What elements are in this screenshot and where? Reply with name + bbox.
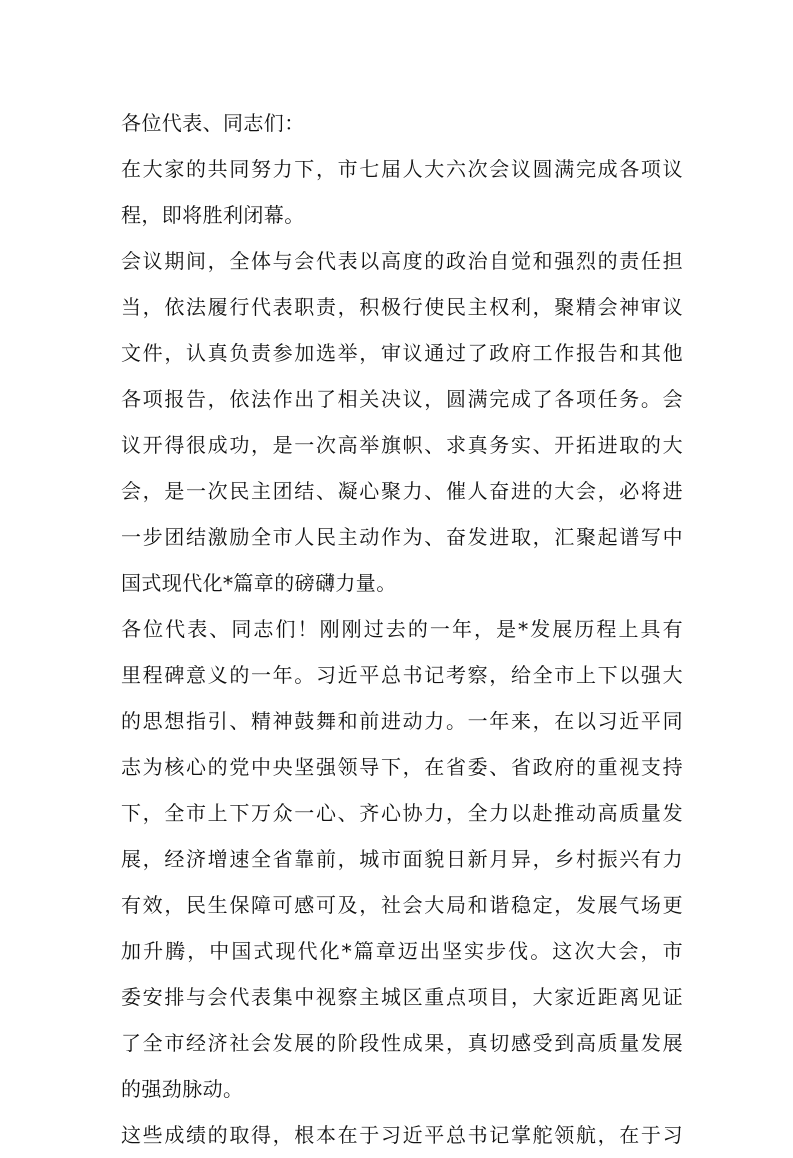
text-line: 里程碑意义的一年。习近平总书记考察，给全市上下以强大: [121, 663, 683, 687]
text-line: 国式现代化*篇章的磅礴力量。: [121, 571, 397, 595]
text-line: 委安排与会代表集中视察主城区重点项目，大家近距离见证: [121, 985, 683, 1009]
text-line: 的思想指引、精神鼓舞和前进动力。一年来，在以习近平同: [121, 709, 683, 733]
text-line: 会，是一次民主团结、凝心聚力、催人奋进的大会，必将进: [121, 479, 683, 503]
text-line: 议开得很成功，是一次高举旗帜、求真务实、开拓进取的大: [121, 433, 683, 457]
text-line: 志为核心的党中央坚强领导下，在省委、省政府的重视支持: [121, 755, 683, 779]
text-line: 有效，民生保障可感可及，社会大局和谐稳定，发展气场更: [121, 893, 683, 917]
text-line: 在大家的共同努力下，市七届人大六次会议圆满完成各项议: [121, 157, 683, 181]
text-line: 这些成绩的取得，根本在于习近平总书记掌舵领航，在于习: [121, 1123, 683, 1147]
text-line: 各位代表、同志们！刚刚过去的一年，是*发展历程上具有: [121, 617, 683, 641]
text-line: 会议期间，全体与会代表以高度的政治自觉和强烈的责任担: [121, 249, 683, 273]
text-line: 当，依法履行代表职责，积极行使民主权利，聚精会神审议: [121, 295, 683, 319]
text-line: 下，全市上下万众一心、齐心协力，全力以赴推动高质量发: [121, 801, 683, 825]
document-body: [121, 100, 683, 1158]
text-line: 加升腾，中国式现代化*篇章迈出坚实步伐。这次大会，市: [121, 939, 683, 963]
text-line: 各位代表、同志们：: [121, 111, 305, 135]
text-line: 程，即将胜利闭幕。: [121, 203, 305, 227]
text-line: 一步团结激励全市人民主动作为、奋发进取，汇聚起谱写中: [121, 525, 683, 549]
text-line: 展，经济增速全省靠前，城市面貌日新月异，乡村振兴有力: [121, 847, 683, 871]
text-line: 的强劲脉动。: [121, 1077, 244, 1101]
text-line: 各项报告，依法作出了相关决议，圆满完成了各项任务。会: [121, 387, 683, 411]
text-line: 文件，认真负责参加选举，审议通过了政府工作报告和其他: [121, 341, 683, 365]
text-line: 了全市经济社会发展的阶段性成果，真切感受到高质量发展: [121, 1031, 683, 1055]
